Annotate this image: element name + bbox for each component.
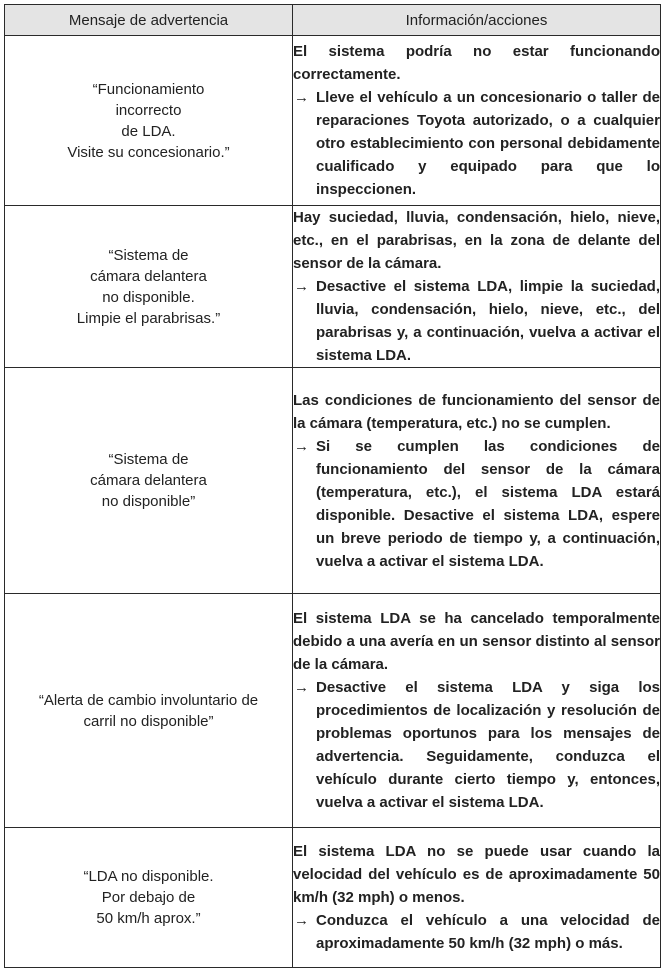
warning-message-cell — [5, 594, 293, 828]
action-item — [293, 275, 660, 367]
message-line: Visite su concesionario.” — [67, 143, 230, 161]
action-item — [293, 435, 660, 573]
warning-message-cell — [5, 828, 293, 968]
message-line: de LDA. — [121, 122, 176, 140]
warning-message-cell — [5, 36, 293, 206]
message-line: “Sistema de — [108, 451, 189, 468]
action-item — [293, 86, 660, 201]
condition-text: El sistema podría no estar funcionando correctamente. — [293, 43, 660, 83]
message-line: “Sistema de — [108, 246, 189, 264]
condition-text: El sistema LDA no se puede usar cuando la velocidad del vehículo es de aproximadamente 50 km/h (32 mph) o menos. — [293, 843, 660, 906]
table-row — [5, 828, 661, 968]
message-line: Limpie el parabrisas.” — [76, 309, 221, 327]
message-line: 50 km/h aprox.” — [96, 910, 201, 927]
message-line: “Funcionamiento — [92, 80, 205, 98]
header-message-column: Mensaje de advertencia — [5, 5, 293, 36]
info-actions-cell — [293, 368, 661, 594]
action-text: Conduzca el vehículo a una velocidad de aproximadamente 50 km/h (32 mph) o más. — [316, 912, 660, 952]
arrow-right-icon: → — [294, 89, 309, 106]
table-row — [5, 36, 661, 206]
message-line: carril no disponible” — [83, 712, 214, 730]
warning-message-cell — [5, 206, 293, 368]
condition-text: El sistema LDA se ha cancelado temporalmente debido a una avería en un sensor distinto al sensor de la cámara. — [293, 610, 660, 673]
warning-messages-table — [4, 4, 661, 968]
warning-message-cell — [5, 368, 293, 594]
message-line: incorrecto — [115, 101, 182, 119]
message-line: Por debajo de — [101, 889, 196, 906]
condition-text: Hay suciedad, lluvia, condensación, hielo, nieve, etc., en el parabrisas, en la zona de delante del sensor de la cámara. — [293, 209, 660, 272]
message-line: “Alerta de cambio involuntario de — [38, 691, 259, 709]
arrow-right-icon: → — [294, 679, 309, 696]
info-actions-cell — [293, 36, 661, 206]
table-row — [5, 594, 661, 828]
action-text: Si se cumplen las condiciones de funcionamiento del sensor de la cámara (temperatura, etc.), el sistema LDA estará disponible. Desactive el sistema LDA, espere un breve periodo de tiempo y, a continuación, vuelva a activar el sistema LDA. — [316, 437, 660, 570]
message-line: no disponible” — [101, 493, 196, 510]
action-item — [293, 909, 660, 955]
table-row — [5, 368, 661, 594]
info-actions-cell — [293, 206, 661, 368]
message-line: cámara delantera — [90, 472, 207, 489]
message-line: cámara delantera — [90, 267, 207, 285]
action-text: Desactive el sistema LDA, limpie la suciedad, lluvia, condensación, hielo, nieve, etc., del parabrisas y, a continuación, vuelva a activar el sistema LDA. — [316, 278, 660, 364]
arrow-right-icon: → — [294, 912, 309, 929]
arrow-right-icon: → — [294, 437, 309, 455]
condition-text: Las condiciones de funcionamiento del sensor de la cámara (temperatura, etc.) no se cumplen. — [293, 391, 660, 432]
info-actions-cell — [293, 594, 661, 828]
info-actions-cell — [293, 828, 661, 968]
table-row — [5, 206, 661, 368]
action-text: Lleve el vehículo a un concesionario o taller de reparaciones Toyota autorizado, o a cualquier otro establecimiento con personal debidamente cualificado y equipado para que lo inspeccionen. — [316, 89, 660, 198]
table-header-row — [5, 5, 661, 36]
action-item — [293, 676, 660, 814]
message-line: “LDA no disponible. — [83, 868, 214, 885]
arrow-right-icon: → — [294, 278, 309, 295]
action-text: Desactive el sistema LDA y siga los procedimientos de localización y resolución de problemas oportunos para los mensajes de advertencia. Seguidamente, conduzca el vehículo durante cierto tiempo y, entonces, vuelva a activar el sistema LDA. — [316, 679, 660, 811]
message-line: no disponible. — [102, 288, 195, 306]
header-info-column: Información/acciones — [293, 5, 661, 36]
